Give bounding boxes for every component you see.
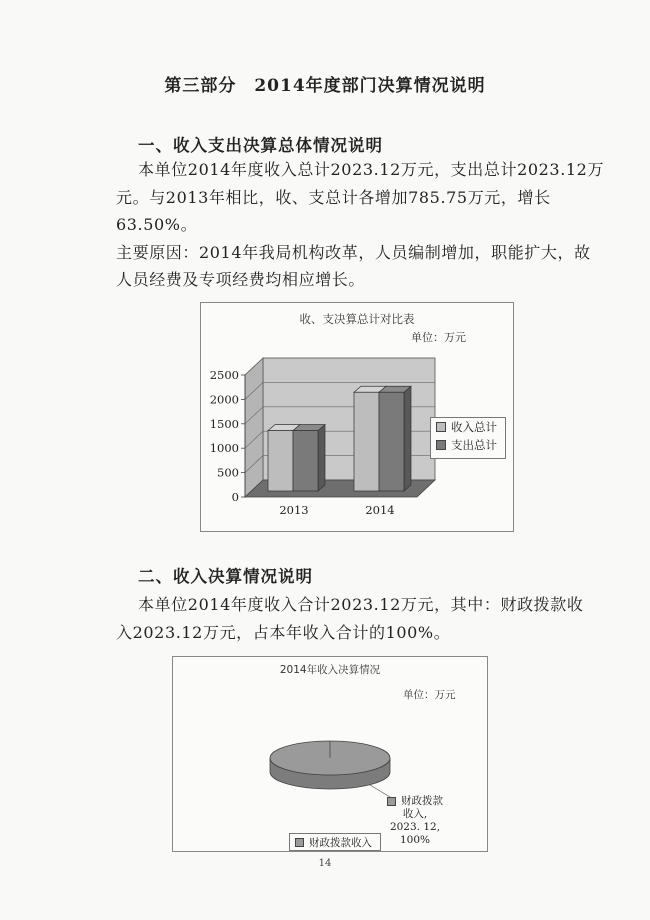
bar-chart-legend [430,417,506,459]
bar-chart-y-tick-label: 500 [217,465,239,480]
bar-chart-box [200,302,514,532]
bar-front-face [293,431,318,491]
legend-label-expense: 支出总计 [451,438,497,452]
bar-chart-x-label-2014: 2014 [365,503,395,517]
section2-line-1: 本单位2014年度收入合计2023.12万元，其中：财政拨款收 [138,595,584,614]
pie-chart-slices [270,741,395,800]
bar-chart-y-tick-label: 2000 [209,392,239,407]
bar-chart-y-tick-label: 0 [231,490,239,504]
legend-item-expense [431,436,505,454]
pie-chart-unit: 单位：万元 [403,689,456,701]
bar-chart-side-wall [245,358,263,497]
pie-label-line-4: 100% [399,834,431,846]
pie-legend-item [290,834,380,850]
pie-chart-title: 2014年收入决算情况 [279,664,381,676]
pie-legend-swatch [295,838,304,847]
bar-front-face [354,392,379,491]
bar-chart-x-label-2013: 2013 [279,503,309,517]
pie-legend-label: 财政拨款收入 [309,836,372,849]
section1-line-2: 元。与2013年相比，收、支总计各增加785.75万元，增长63.50%。 [116,187,551,234]
bar-2013-expense [293,425,325,491]
bar-chart-x-labels [279,503,394,517]
pie-label-swatch [387,797,396,806]
pie-chart-box [172,656,488,852]
pie-label-line-3: 2023. 12, [389,821,441,833]
section1-heading: 一、收入支出决算总体情况说明 [138,136,383,155]
pie-label-line-2: 收入, [402,808,428,820]
legend-swatch-expense [436,440,446,450]
legend-label-income: 收入总计 [451,420,497,434]
bar-front-face [268,431,293,491]
section1-paragraph [116,156,616,294]
section1-line-3: 主要原因：2014年我局机构改革，人员编制增加，职能扩大，故 [116,242,591,262]
page-number: 14 [318,858,332,869]
bar-2014-expense [379,386,411,491]
pie-label-line-1: 财政拨款 [401,795,443,807]
bar-chart-y-tick-label: 2500 [209,368,239,382]
bar-chart-title: 收、支决算总计对比表 [299,312,415,326]
bar-chart-y-tick-label: 1500 [209,416,239,431]
section2-line-2: 入2023.12万元，占本年收入合计的100%。 [116,622,451,642]
bar-chart-y-ticks [210,368,245,504]
pie-data-label [387,795,443,847]
legend-swatch-income [436,422,446,432]
bar-side-face [404,386,411,491]
section1-line-1: 本单位2014年度收入总计2023.12万元，支出总计2023.12万 [138,160,605,179]
pie-chart-legend [289,833,381,851]
bar-side-face [318,425,325,491]
bar-chart-y-tick-label: 1000 [209,441,239,456]
section1-line-4: 人员经费及专项经费均相应增长。 [116,270,366,289]
section2-heading: 二、收入决算情况说明 [138,567,313,586]
legend-item-income [431,418,505,436]
bar-chart-unit: 单位：万元 [411,331,466,344]
page-title: 第三部分 2014年度部门决算情况说明 [164,76,486,96]
bar-front-face [379,392,404,491]
section2-paragraph [116,591,616,646]
